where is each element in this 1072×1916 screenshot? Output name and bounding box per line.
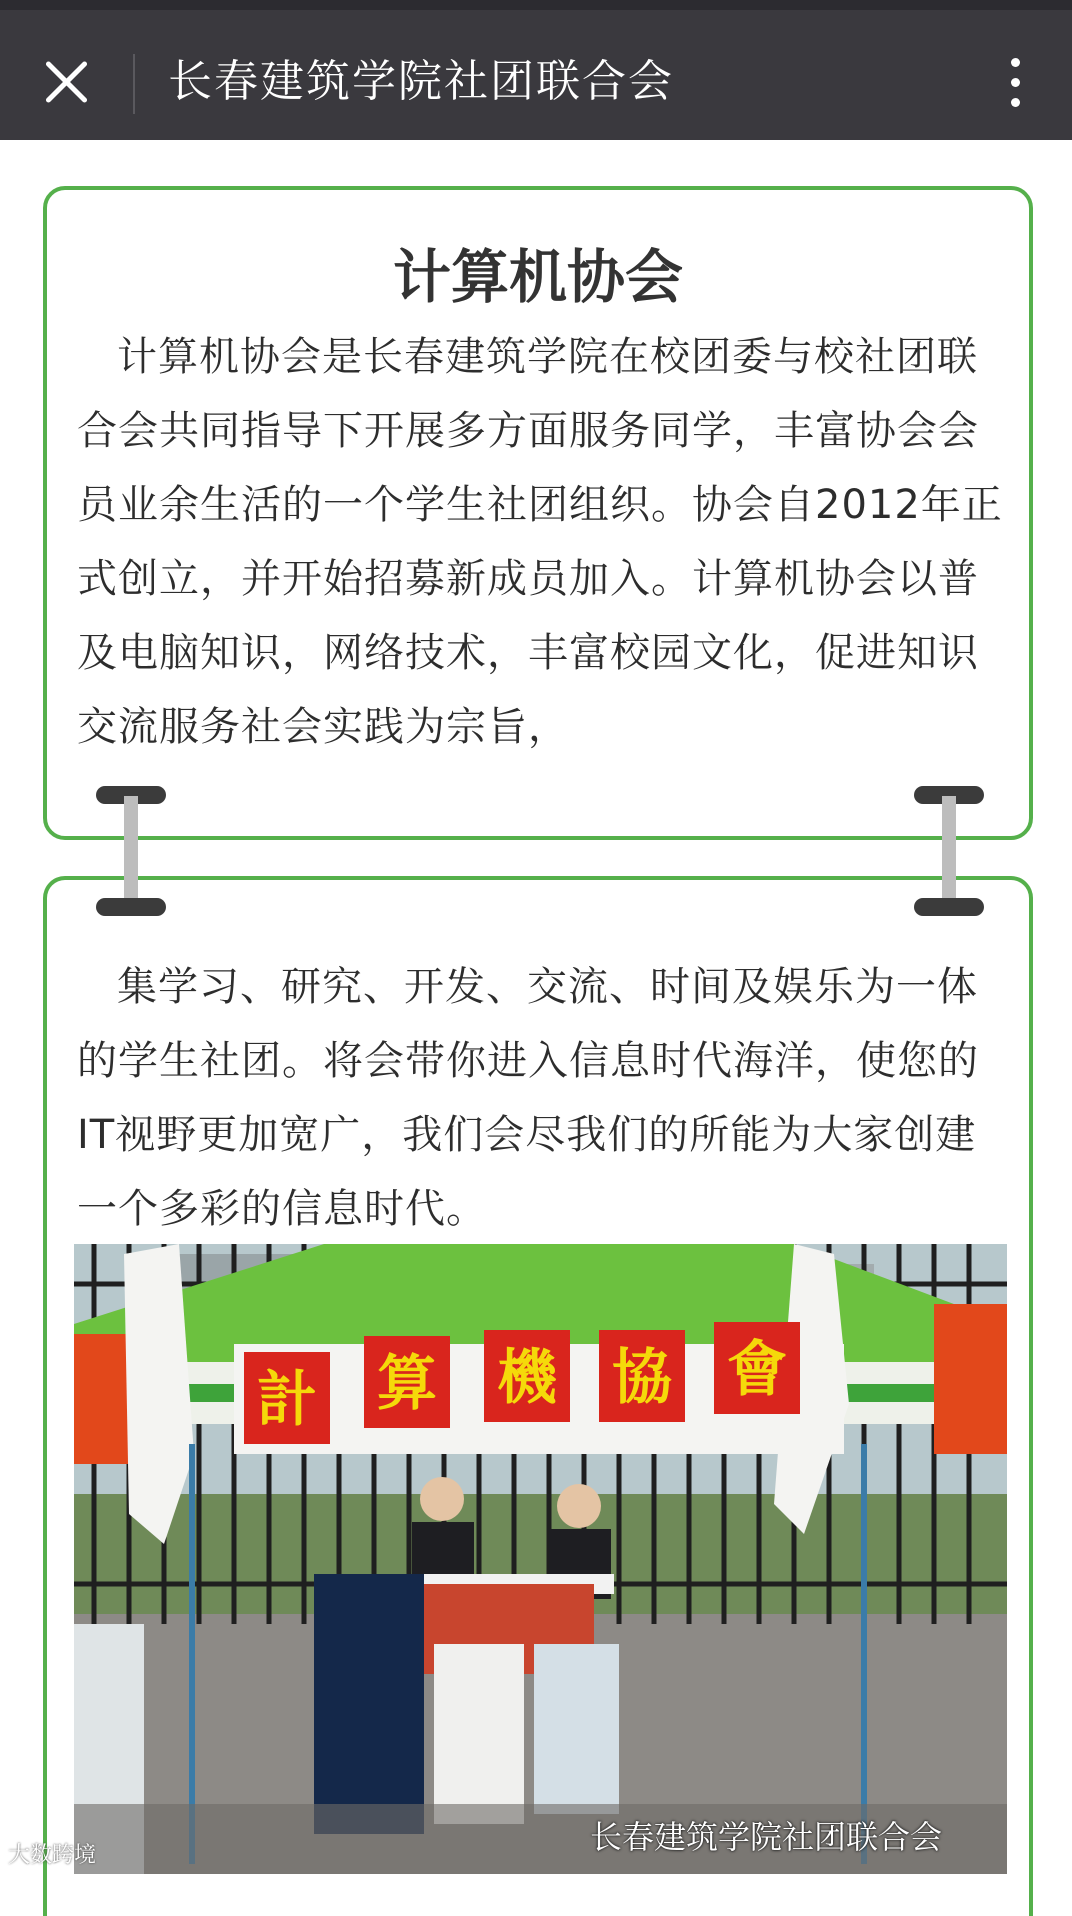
detail-paragraph: 集学习、研究、开发、交流、时间及娱乐为一体的学生社团。将会带你进入信息时代海洋，使您的IT视野更加宽广，我们会尽我们的所能为大家创建一个多彩的信息时代。 [77, 964, 979, 1232]
corner-watermark: 大数跨境 [8, 1843, 97, 1868]
banner-char: 機 [497, 1343, 557, 1413]
divider [133, 54, 135, 114]
binder-clip-left [96, 786, 166, 916]
banner-char: 協 [612, 1343, 672, 1413]
binder-clip-right [914, 786, 984, 916]
close-icon[interactable] [40, 56, 92, 108]
page-title: 长春建筑学院社团联合会 [168, 56, 674, 107]
banner-char: 計 [257, 1365, 317, 1435]
intro-card [43, 186, 1033, 840]
banner-char: 算 [377, 1349, 437, 1419]
banner-char: 會 [727, 1335, 787, 1405]
intro-paragraph: 计算机协会是长春建筑学院在校团委与校社团联合会共同指导下开展多方面服务同学，丰富协会会员业余生活的一个学生社团组织。协会自2012年正式创立，并开始招募新成员加入。计算机协会以普及电脑知识，网络技术，丰富校园文化，促进知识交流服务社会实践为宗旨， [77, 334, 1003, 750]
photo-watermark: 长春建筑学院社团联合会 [590, 1818, 943, 1856]
card-title: 计算机协会 [392, 243, 683, 311]
more-vertical-icon[interactable] [1000, 58, 1030, 114]
top-bar [0, 0, 1072, 140]
club-booth-photo [74, 1244, 1007, 1874]
